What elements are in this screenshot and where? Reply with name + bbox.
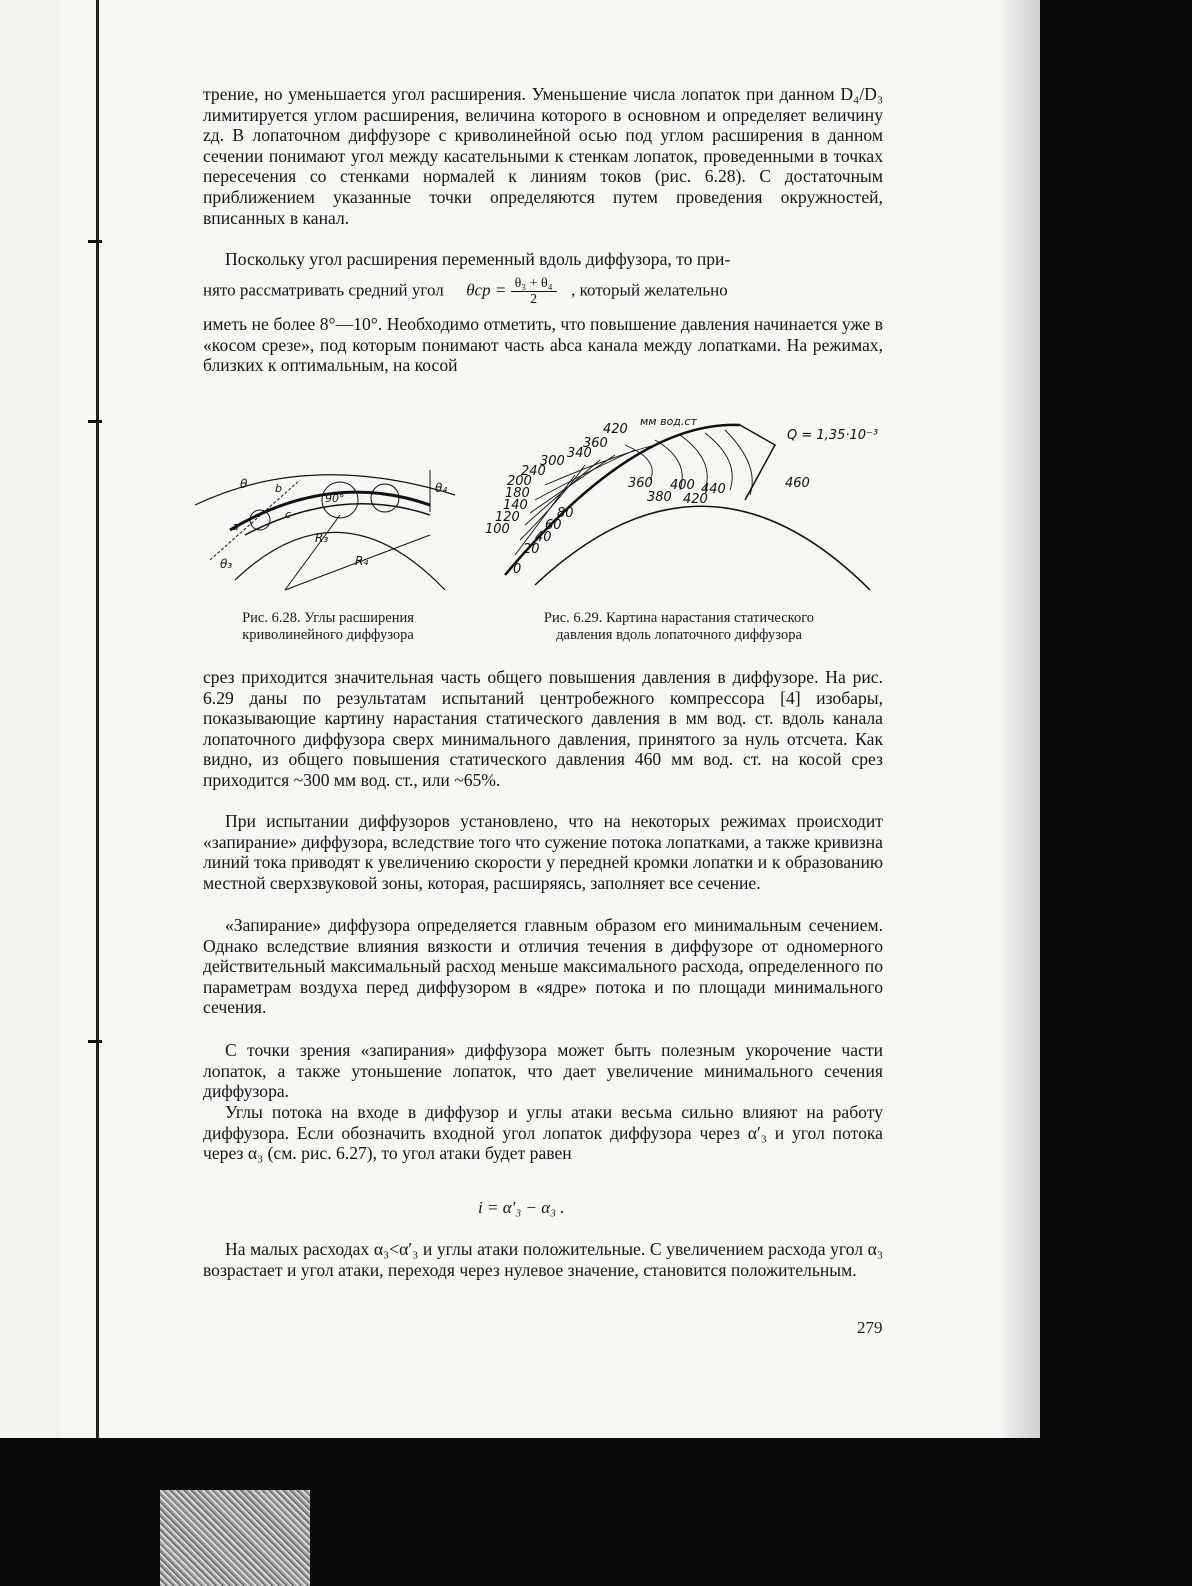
isobar-label-260: 300: [540, 454, 565, 469]
isobar-label-240: 240: [521, 464, 546, 479]
isobar-label-380: 380: [647, 490, 672, 505]
scan-corner-artifact: [160, 1490, 310, 1586]
paragraph-7: Углы потока на входе в диффузор и углы атаки весьма сильно влияют на работу диффузора. Если обозначить входной угол лопаток диффузора через α′₃ и угол потока через α₃ (см. рис. 6.27), то угол атаки будет равен: [203, 1102, 883, 1164]
isobar-label-440: 440: [701, 482, 726, 497]
isobar-label-340: 420: [603, 422, 628, 437]
isobar-label-80: 80: [557, 506, 574, 521]
binding-edge: [96, 0, 99, 1440]
paragraph-8: На малых расходах α₃<α′₃ и углы атаки положительные. С увеличением расхода угол α₃ возрастает и угол атаки, переходя через нулевое значение, становится положительным.: [203, 1239, 883, 1280]
formula-lead: нято рассматривать средний угол: [203, 280, 444, 300]
paragraph-1: трение, но уменьшается угол расширения. Уменьшение числа лопаток при данном D₄/D₃ лимитируется углом расширения, величина которого в основном и определяет величину zд. В лопаточном диффузоре с криволинейной осью под углом расширения в данном сечении понимают угол между касательными к стенкам лопаток, проведенными в точках пересечения со стенками нормалей к линиям токов (рис. 6.28). С достаточным приближением указанные точки определяются путем проведения окружностей, вписанных в канал.: [203, 84, 883, 228]
caption-6-29-line2: давления вдоль лопаточного диффузора: [556, 627, 802, 643]
label-c: c: [285, 508, 292, 521]
caption-6-28-line1: Рис. 6.28. Углы расширения: [242, 610, 414, 626]
binding-mark: [88, 240, 102, 243]
paragraph-2-start: Поскольку угол расширения переменный вдоль диффузора, то при-: [225, 249, 731, 269]
label-90deg: 90°: [325, 492, 345, 505]
figure-6-29: [475, 405, 905, 595]
page-edge-shadow: [1000, 0, 1040, 1440]
isobar-label-100: 100: [485, 522, 510, 537]
theta-formula-line: [203, 276, 883, 307]
theta-denominator: 2: [530, 292, 538, 307]
isobar-label-200: 200: [507, 474, 532, 489]
isobar-label-460: 460: [785, 476, 810, 491]
label-r4: R₄: [355, 554, 369, 568]
binding-mark: [88, 420, 102, 423]
label-theta: θ: [240, 477, 248, 491]
theta-lhs: θср =: [466, 280, 507, 300]
paragraph-4: При испытании диффузоров установлено, что на некоторых режимах происходит «запирание» диффузора, вследствие того что сужение потока лопатками, а также кривизна линий тока приводят к увеличению скорости у передней кромки лопатки и к образованию местной сверхзвуковой зоны, которая, расширяясь, заполняет все сечение.: [203, 811, 883, 893]
isobar-label-20: 20: [523, 542, 540, 557]
caption-6-28: [198, 610, 458, 644]
caption-6-28-line2: криволинейного диффузора: [242, 627, 414, 643]
inscribed-circle: [371, 484, 399, 512]
caption-6-29: [484, 610, 874, 644]
isobar-label-420: 420: [683, 492, 708, 507]
binding-mark: [88, 1040, 102, 1043]
blade-tip: [740, 425, 775, 500]
isobar-label-320: 360: [583, 436, 608, 451]
radius-r3: [285, 515, 340, 590]
theta-numerator: θ₃ + θ₄: [511, 276, 557, 292]
attack-angle-formula: i = α′₃ − α₃ .: [478, 1198, 565, 1217]
isobar-label-140: 140: [503, 498, 528, 513]
isobar-label-180: 180: [505, 486, 530, 501]
figure-6-28: [190, 440, 470, 600]
blade-pressure-arc: [535, 506, 870, 590]
theta-fraction: [511, 276, 557, 307]
flow-label: Q = 1,35·10⁻³: [787, 428, 879, 443]
isobar-label-40: 40: [535, 530, 552, 545]
isobar-label-60: 60: [545, 518, 562, 533]
caption-6-29-line1: Рис. 6.29. Картина нарастания статического: [543, 610, 815, 626]
formula-trail: , который желательно: [571, 280, 728, 300]
isobar-label-120: 120: [495, 510, 520, 525]
label-a: a: [232, 520, 239, 533]
isobar-label-360: 360: [628, 476, 653, 491]
paragraph-2-end: иметь не более 8°—10°. Необходимо отметить, что повышение давления начинается уже в «косом срезе», под которым понимают часть abca канала между лопатками. На режимах, близких к оптимальным, на косой: [203, 314, 883, 376]
label-b: b: [275, 482, 282, 495]
label-theta3: θ₃: [220, 557, 233, 571]
isobar-label-300: 340: [567, 446, 592, 461]
label-theta4: θ₄: [435, 481, 448, 495]
isobar-label-0: 0: [513, 562, 522, 577]
paragraph-6: С точки зрения «запирания» диффузора может быть полезным укорочение части лопаток, а также утоньшение лопаток, что дает увеличение минимального сечения диффузора.: [203, 1040, 883, 1102]
paragraph-5: «Запирание» диффузора определяется главным образом его минимальным сечением. Однако вследствие влияния вязкости и отличия течения в диффузоре от одномерного действительный максимальный расход меньше максимального расхода, определенного по параметрам воздуха перед диффузором в «ядре» потока и по площади минимального сечения.: [203, 915, 883, 1018]
page-number: 279: [857, 1318, 883, 1337]
isobar-label-400: 400: [670, 478, 695, 493]
label-r3: R₃: [315, 531, 329, 545]
paragraph-3: срез приходится значительная часть общего повышения давления в диффузоре. На рис. 6.29 даны по результатам испытаний центробежного компрессора [4] изобары, показывающие картину нарастания статического давления в мм вод. ст. вдоль канала лопаточного диффузора сверх минимального давления, принятого за нуль отсчета. Как видно, из общего повышения статического давления 460 мм вод. ст. на косой срез приходится ~300 мм вод. ст., или ~65%.: [203, 667, 883, 790]
unit-label: мм вод.ст: [640, 415, 697, 428]
